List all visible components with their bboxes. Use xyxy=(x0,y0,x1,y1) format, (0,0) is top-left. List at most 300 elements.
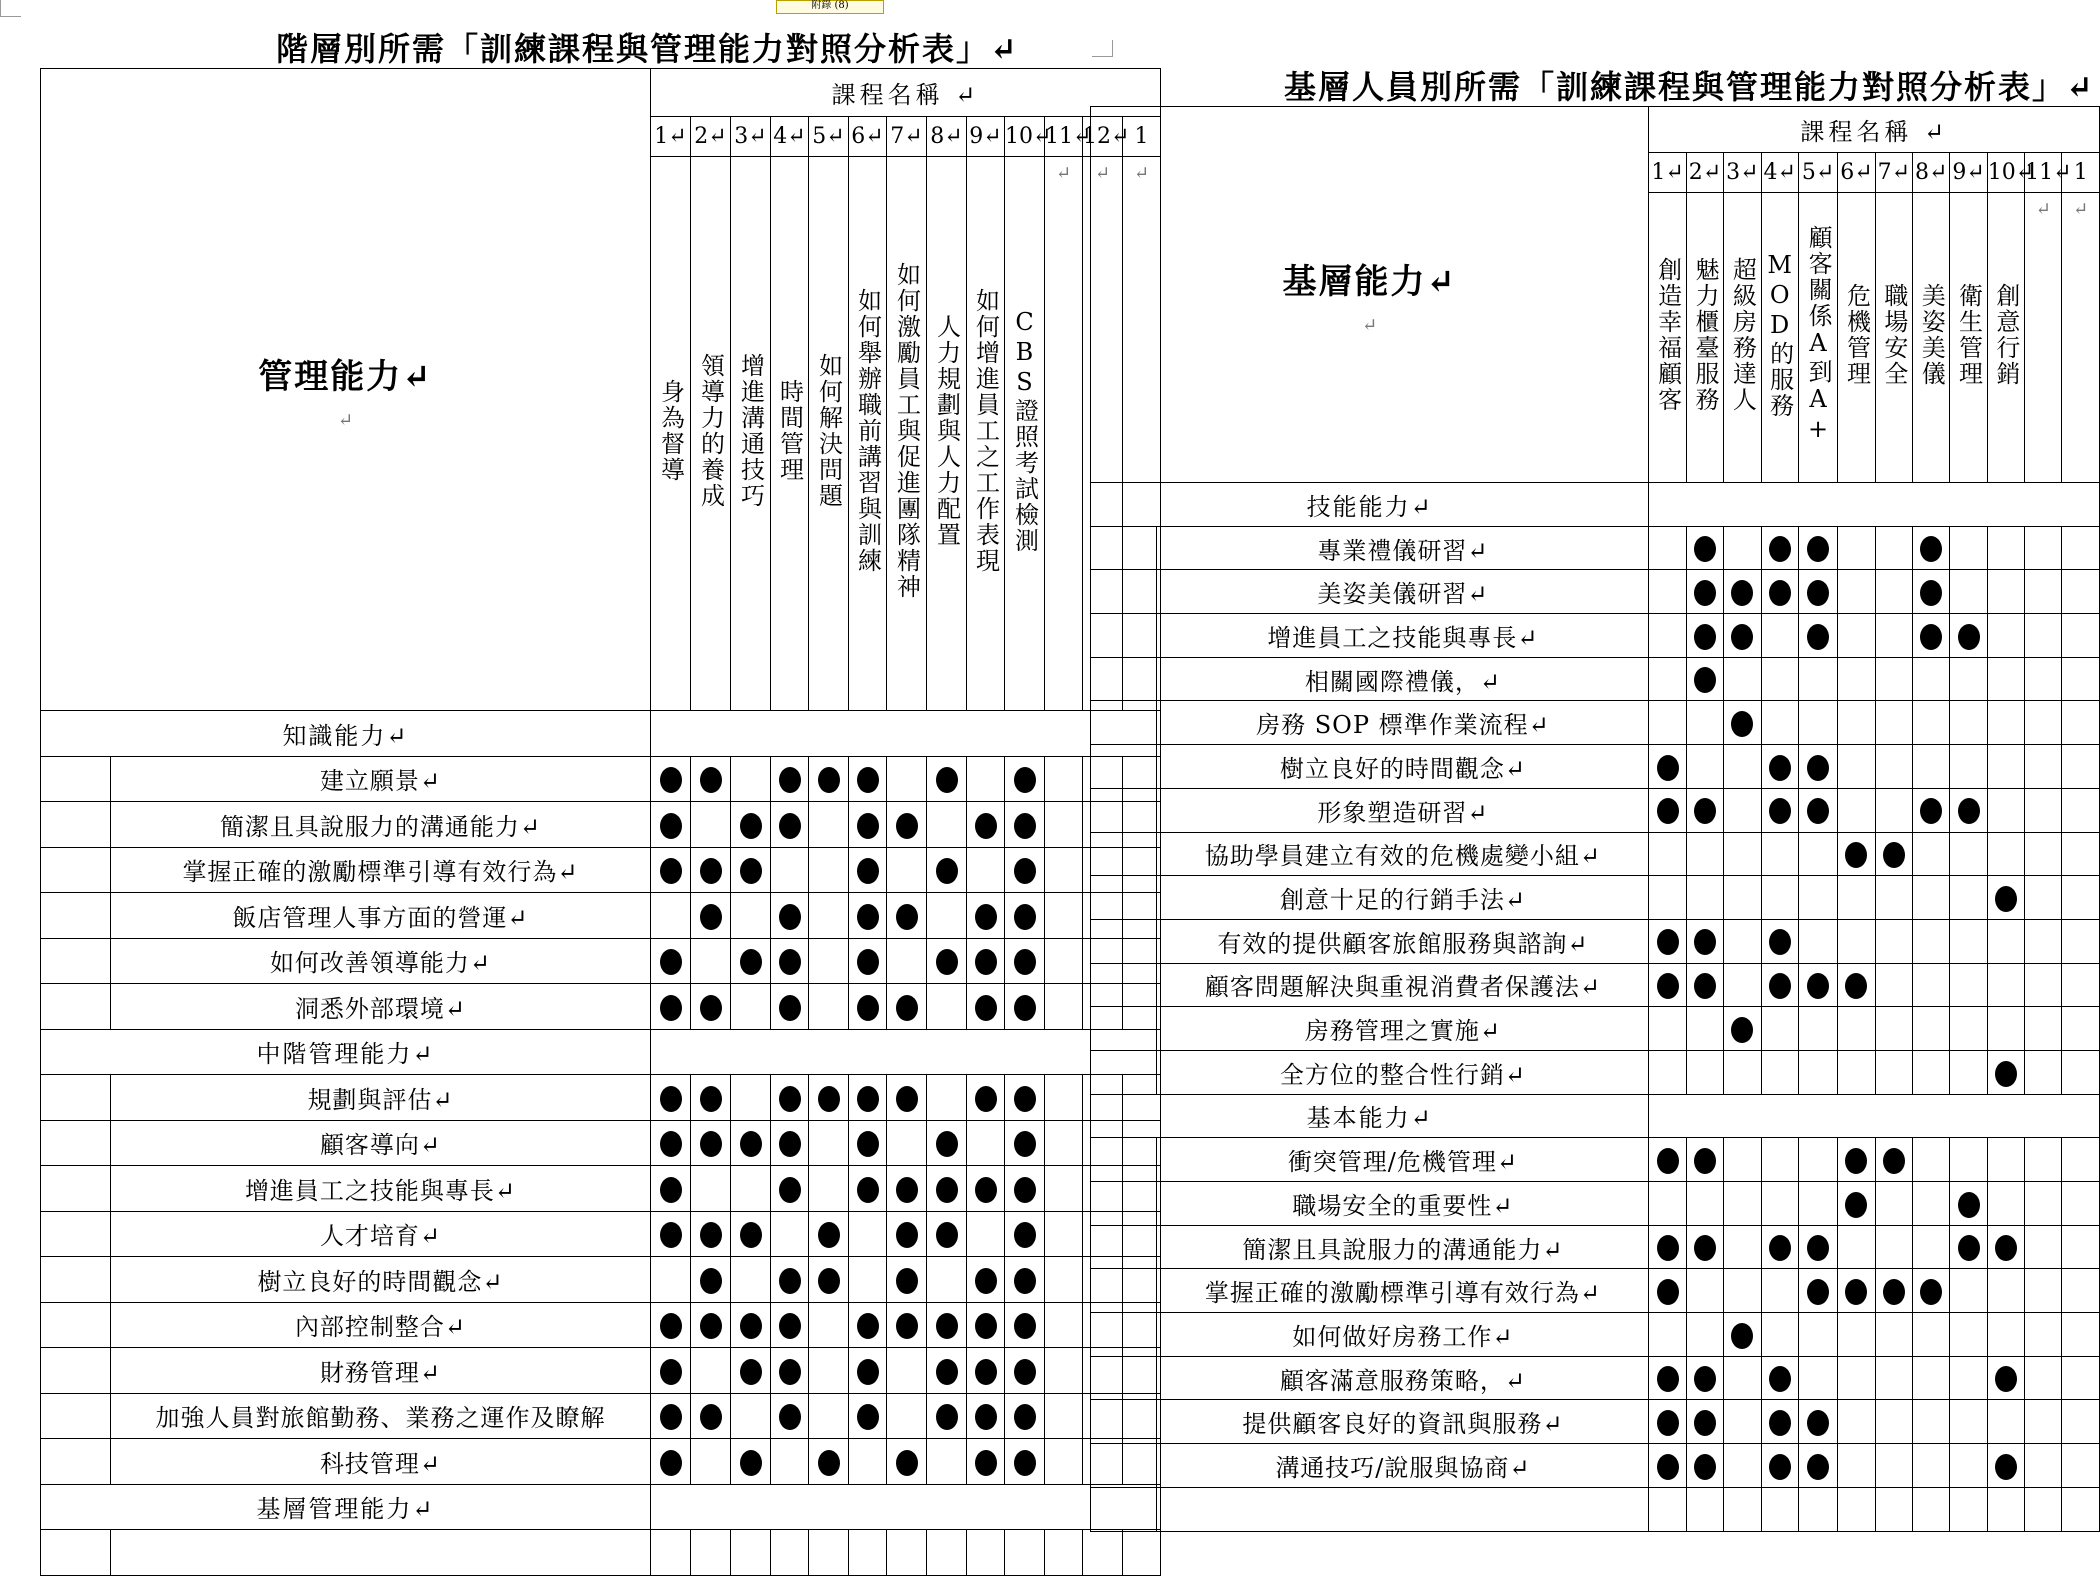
course-name: 如何解決問題 xyxy=(814,352,843,509)
course-name: 職場安全 xyxy=(1879,282,1908,387)
course-number: 4↵ xyxy=(771,117,809,157)
matrix-cell xyxy=(1987,788,2024,832)
matrix-cell xyxy=(1875,657,1912,701)
matrix-cell xyxy=(1987,1313,2024,1357)
section-row xyxy=(41,1029,1161,1075)
matrix-cell xyxy=(1724,745,1761,789)
matrix-cell xyxy=(1987,1050,2024,1094)
row-mark xyxy=(1091,1444,1157,1488)
matrix-cell xyxy=(1950,919,1987,963)
matrix-cell xyxy=(967,1166,1005,1212)
course-name-cell xyxy=(1649,193,1686,483)
course-name-cell xyxy=(1005,157,1045,711)
matrix-cell xyxy=(1686,1050,1723,1094)
table-row xyxy=(41,1166,1161,1212)
matrix-cell xyxy=(1649,1444,1686,1488)
matrix-cell xyxy=(1724,1444,1761,1488)
matrix-cell xyxy=(1724,1269,1761,1313)
section-mark xyxy=(1649,483,2100,527)
matrix-cell xyxy=(967,1302,1005,1348)
matrix-cell xyxy=(1913,963,1950,1007)
course-number: 3↵ xyxy=(1724,153,1761,193)
matrix-cell xyxy=(1005,938,1045,984)
filled-dot xyxy=(700,858,722,884)
matrix-cell xyxy=(1761,1225,1798,1269)
filled-dot xyxy=(1807,798,1829,824)
course-name-cell xyxy=(809,157,849,711)
row-header-cell xyxy=(1091,107,1649,483)
filled-dot xyxy=(975,1313,997,1339)
matrix-cell xyxy=(927,1439,967,1485)
matrix-cell xyxy=(1005,1075,1045,1121)
matrix-cell xyxy=(2062,876,2100,920)
matrix-cell xyxy=(1875,745,1912,789)
matrix-cell xyxy=(1005,802,1045,848)
matrix-cell xyxy=(1798,919,1837,963)
filled-dot xyxy=(1731,580,1753,606)
matrix-cell xyxy=(1724,1400,1761,1444)
row-mark xyxy=(1091,1400,1157,1444)
matrix-cell xyxy=(1005,1393,1045,1439)
row-label: 規劃與評估↵ xyxy=(111,1075,651,1121)
matrix-cell xyxy=(651,984,691,1030)
row-mark xyxy=(41,802,111,848)
course-number: 7↵ xyxy=(887,117,927,157)
row-label: 溝通技巧/說服與協商↵ xyxy=(1157,1444,1649,1488)
row-label: 人才培育↵ xyxy=(111,1211,651,1257)
matrix-cell xyxy=(1913,1313,1950,1357)
matrix-cell xyxy=(927,1348,967,1394)
matrix-cell xyxy=(2062,1356,2100,1400)
filled-dot xyxy=(1657,1366,1679,1392)
matrix-cell xyxy=(927,1166,967,1212)
matrix-cell xyxy=(1761,1182,1798,1226)
matrix-cell xyxy=(927,1393,967,1439)
matrix-cell xyxy=(691,1439,731,1485)
course-number: 11↵ xyxy=(1045,117,1083,157)
matrix-cell xyxy=(731,1120,771,1166)
table-row xyxy=(41,756,1161,802)
matrix-cell xyxy=(1686,788,1723,832)
row-mark xyxy=(41,1120,111,1166)
filled-dot xyxy=(660,995,682,1021)
filled-dot xyxy=(660,1450,682,1476)
matrix-cell xyxy=(2025,701,2062,745)
matrix-cell xyxy=(809,1166,849,1212)
matrix-cell xyxy=(2025,832,2062,876)
course-name: 領導力的養成 xyxy=(696,352,725,509)
course-number: 5↵ xyxy=(809,117,849,157)
course-name: 衛生管理 xyxy=(1954,282,1983,387)
matrix-cell xyxy=(1045,938,1083,984)
matrix-cell xyxy=(887,1211,927,1257)
filled-dot xyxy=(1694,929,1716,955)
filled-dot xyxy=(1014,904,1036,930)
matrix-cell xyxy=(2025,745,2062,789)
matrix-cell xyxy=(2025,1444,2062,1488)
matrix-cell xyxy=(1950,1269,1987,1313)
matrix-cell xyxy=(1686,526,1723,570)
matrix-cell xyxy=(927,893,967,939)
matrix-cell xyxy=(967,1530,1005,1576)
matrix-cell xyxy=(1761,1400,1798,1444)
matrix-cell xyxy=(2025,1400,2062,1444)
course-name: 危機管理 xyxy=(1842,282,1871,387)
row-mark xyxy=(1091,832,1157,876)
matrix-cell xyxy=(1724,1138,1761,1182)
row-label-empty xyxy=(1157,1487,1649,1531)
filled-dot xyxy=(1731,624,1753,650)
filled-dot xyxy=(660,1131,682,1157)
matrix-cell xyxy=(1724,1487,1761,1531)
row-label: 衝突管理/危機管理↵ xyxy=(1157,1138,1649,1182)
matrix-cell xyxy=(2025,570,2062,614)
matrix-cell xyxy=(1045,893,1083,939)
matrix-cell xyxy=(1950,1050,1987,1094)
course-number: 8↵ xyxy=(927,117,967,157)
matrix-cell xyxy=(1987,963,2024,1007)
matrix-cell xyxy=(927,1075,967,1121)
filled-dot xyxy=(1657,973,1679,999)
matrix-cell xyxy=(2062,1313,2100,1357)
course-name: 魅力櫃臺服務 xyxy=(1690,256,1719,413)
course-name-cell xyxy=(651,157,691,711)
matrix-cell xyxy=(1913,1050,1950,1094)
matrix-cell xyxy=(809,1302,849,1348)
filled-dot xyxy=(936,1222,958,1248)
matrix-cell xyxy=(1838,657,1875,701)
matrix-cell xyxy=(1875,1487,1912,1531)
matrix-cell xyxy=(691,1166,731,1212)
matrix-cell xyxy=(1045,1075,1083,1121)
course-name-cell xyxy=(2062,193,2100,483)
course-number: 6↵ xyxy=(849,117,887,157)
course-name: 創造幸福顧客 xyxy=(1653,256,1682,413)
filled-dot xyxy=(779,1177,801,1203)
matrix-cell xyxy=(1987,570,2024,614)
row-header-cell xyxy=(41,69,651,711)
filled-dot xyxy=(1807,624,1829,650)
section-mark xyxy=(651,1484,1161,1530)
filled-dot xyxy=(1807,1235,1829,1261)
matrix-cell xyxy=(1761,526,1798,570)
matrix-cell xyxy=(691,938,731,984)
matrix-cell xyxy=(809,1530,849,1576)
matrix-cell xyxy=(1913,1138,1950,1182)
filled-dot xyxy=(1014,1404,1036,1430)
row-label: 房務管理之實施↵ xyxy=(1157,1007,1649,1051)
table-row xyxy=(1091,1269,2100,1313)
matrix-cell xyxy=(731,1211,771,1257)
matrix-cell xyxy=(849,984,887,1030)
matrix-cell xyxy=(1838,1487,1875,1531)
matrix-cell xyxy=(771,893,809,939)
matrix-cell xyxy=(849,756,887,802)
matrix-cell xyxy=(1913,657,1950,701)
matrix-cell xyxy=(927,1257,967,1303)
matrix-cell xyxy=(1875,1050,1912,1094)
matrix-cell xyxy=(1950,1444,1987,1488)
row-label: 增進員工之技能與專長↵ xyxy=(111,1166,651,1212)
filled-dot xyxy=(857,995,879,1021)
table-row xyxy=(41,893,1161,939)
matrix-cell xyxy=(887,1166,927,1212)
course-name: 如何舉辦職前講習與訓練 xyxy=(853,287,882,574)
matrix-cell xyxy=(1045,802,1083,848)
matrix-cell xyxy=(691,1075,731,1121)
filled-dot xyxy=(740,858,762,884)
filled-dot xyxy=(1694,1366,1716,1392)
matrix-cell xyxy=(1838,614,1875,658)
matrix-cell xyxy=(1686,1400,1723,1444)
filled-dot xyxy=(857,1086,879,1112)
filled-dot xyxy=(1694,1148,1716,1174)
filled-dot xyxy=(779,1131,801,1157)
table-row xyxy=(1091,919,2100,963)
filled-dot xyxy=(896,995,918,1021)
matrix-cell xyxy=(1686,1182,1723,1226)
table-row xyxy=(1091,614,2100,658)
matrix-cell xyxy=(849,1120,887,1166)
table-row xyxy=(41,1075,1161,1121)
matrix-cell xyxy=(1875,614,1912,658)
matrix-cell xyxy=(731,1530,771,1576)
matrix-cell xyxy=(1798,876,1837,920)
matrix-cell xyxy=(1913,1269,1950,1313)
row-label: 財務管理↵ xyxy=(111,1348,651,1394)
matrix-cell xyxy=(1913,919,1950,963)
filled-dot xyxy=(700,1313,722,1339)
matrix-cell xyxy=(1838,1400,1875,1444)
matrix-cell xyxy=(849,1530,887,1576)
row-label: 樹立良好的時間觀念↵ xyxy=(111,1257,651,1303)
filled-dot xyxy=(896,1268,918,1294)
matrix-cell xyxy=(1838,745,1875,789)
filled-dot xyxy=(975,1268,997,1294)
filled-dot xyxy=(1958,1235,1980,1261)
matrix-cell xyxy=(1875,788,1912,832)
matrix-cell xyxy=(691,1257,731,1303)
matrix-cell xyxy=(927,984,967,1030)
matrix-cell xyxy=(1987,1138,2024,1182)
filled-dot xyxy=(1807,1454,1829,1480)
filled-dot xyxy=(700,1222,722,1248)
filled-dot xyxy=(1694,536,1716,562)
row-header-mark: ↵ xyxy=(1362,314,1378,336)
filled-dot xyxy=(1014,1268,1036,1294)
row-label: 全方位的整合性行銷↵ xyxy=(1157,1050,1649,1094)
matrix-cell xyxy=(927,1211,967,1257)
course-name-cell xyxy=(1686,193,1723,483)
matrix-cell xyxy=(1987,1225,2024,1269)
matrix-cell xyxy=(887,938,927,984)
matrix-cell xyxy=(2062,1182,2100,1226)
filled-dot xyxy=(779,813,801,839)
matrix-cell xyxy=(849,1348,887,1394)
filled-dot xyxy=(1014,1086,1036,1112)
matrix-cell xyxy=(1950,1007,1987,1051)
matrix-cell xyxy=(1875,1444,1912,1488)
matrix-cell xyxy=(1724,570,1761,614)
matrix-cell xyxy=(771,847,809,893)
matrix-cell xyxy=(771,1439,809,1485)
matrix-cell xyxy=(2025,1050,2062,1094)
filled-dot xyxy=(1883,1148,1905,1174)
filled-dot xyxy=(975,995,997,1021)
matrix-cell xyxy=(1838,1313,1875,1357)
course-name: 美姿美儀 xyxy=(1917,282,1946,387)
course-name: ↵ xyxy=(2073,199,2089,220)
page-corner-mark-left xyxy=(0,0,21,17)
matrix-cell xyxy=(1838,1444,1875,1488)
matrix-cell xyxy=(2062,657,2100,701)
table-row xyxy=(41,1257,1161,1303)
matrix-cell xyxy=(2062,1400,2100,1444)
filled-dot xyxy=(1731,1017,1753,1043)
right-grid xyxy=(1090,106,2100,1532)
matrix-cell xyxy=(1045,1166,1083,1212)
matrix-cell xyxy=(691,802,731,848)
filled-dot xyxy=(1014,1313,1036,1339)
filled-dot xyxy=(1995,1061,2017,1087)
table-row xyxy=(1091,657,2100,701)
matrix-cell xyxy=(2062,1050,2100,1094)
course-number: 12↵ xyxy=(1083,117,1123,157)
matrix-cell xyxy=(1649,1487,1686,1531)
matrix-cell xyxy=(2025,1138,2062,1182)
matrix-cell xyxy=(967,1211,1005,1257)
filled-dot xyxy=(779,767,801,793)
matrix-cell xyxy=(731,1439,771,1485)
filled-dot xyxy=(1807,755,1829,781)
matrix-cell xyxy=(1724,657,1761,701)
matrix-cell xyxy=(1045,1439,1083,1485)
table-row xyxy=(41,1120,1161,1166)
row-mark xyxy=(1091,701,1157,745)
matrix-cell xyxy=(887,1439,927,1485)
matrix-cell xyxy=(1686,1356,1723,1400)
matrix-cell xyxy=(1838,570,1875,614)
course-number: 1↵ xyxy=(1649,153,1686,193)
matrix-cell xyxy=(1686,919,1723,963)
row-mark xyxy=(41,984,111,1030)
matrix-cell xyxy=(651,847,691,893)
row-mark xyxy=(1091,1313,1157,1357)
filled-dot xyxy=(779,949,801,975)
row-label: 建立願景↵ xyxy=(111,756,651,802)
matrix-cell xyxy=(1798,1007,1837,1051)
course-number: 9↵ xyxy=(1950,153,1987,193)
row-label: 樹立良好的時間觀念↵ xyxy=(1157,745,1649,789)
table-row xyxy=(41,1439,1161,1485)
filled-dot xyxy=(740,1313,762,1339)
matrix-cell xyxy=(1724,614,1761,658)
row-mark-empty xyxy=(41,1530,111,1576)
matrix-cell xyxy=(1686,1269,1723,1313)
row-mark xyxy=(1091,570,1157,614)
row-label: 顧客滿意服務策略，↵ xyxy=(1157,1356,1649,1400)
matrix-cell xyxy=(2062,1444,2100,1488)
section-title: 基本能力↵ xyxy=(1091,1094,1649,1138)
matrix-cell xyxy=(1761,570,1798,614)
filled-dot xyxy=(1731,1323,1753,1349)
matrix-cell xyxy=(1875,1356,1912,1400)
table-row xyxy=(1091,745,2100,789)
matrix-cell xyxy=(1724,526,1761,570)
course-name-cell xyxy=(731,157,771,711)
matrix-cell xyxy=(1686,1487,1723,1531)
filled-dot xyxy=(740,1450,762,1476)
matrix-cell xyxy=(2025,526,2062,570)
filled-dot xyxy=(1657,1454,1679,1480)
matrix-cell xyxy=(771,1211,809,1257)
course-name-cell xyxy=(2025,193,2062,483)
matrix-cell xyxy=(1875,832,1912,876)
matrix-cell xyxy=(1913,1007,1950,1051)
matrix-cell xyxy=(1649,526,1686,570)
matrix-cell xyxy=(1649,614,1686,658)
matrix-cell xyxy=(1838,1269,1875,1313)
filled-dot xyxy=(779,904,801,930)
filled-dot xyxy=(936,949,958,975)
matrix-cell xyxy=(849,1075,887,1121)
filled-dot xyxy=(1014,995,1036,1021)
section-title: 技能能力↵ xyxy=(1091,483,1649,527)
matrix-cell xyxy=(809,893,849,939)
matrix-cell xyxy=(2025,614,2062,658)
filled-dot xyxy=(1845,1148,1867,1174)
filled-dot xyxy=(857,858,879,884)
matrix-cell xyxy=(809,1120,849,1166)
course-name: 增進溝通技巧 xyxy=(736,352,765,509)
row-label: 專業禮儀研習↵ xyxy=(1157,526,1649,570)
matrix-cell xyxy=(1649,570,1686,614)
matrix-cell xyxy=(1950,701,1987,745)
matrix-cell xyxy=(1045,1302,1083,1348)
matrix-cell xyxy=(1913,745,1950,789)
course-number: 6↵ xyxy=(1838,153,1875,193)
matrix-cell xyxy=(2025,1269,2062,1313)
filled-dot xyxy=(779,1268,801,1294)
row-mark xyxy=(1091,1138,1157,1182)
matrix-cell xyxy=(1686,876,1723,920)
matrix-cell xyxy=(967,847,1005,893)
filled-dot xyxy=(740,949,762,975)
matrix-cell xyxy=(1649,1400,1686,1444)
matrix-cell xyxy=(1686,570,1723,614)
row-mark xyxy=(41,1211,111,1257)
table-row xyxy=(41,802,1161,848)
row-mark xyxy=(1091,876,1157,920)
left-grid xyxy=(40,68,1161,1576)
matrix-cell xyxy=(967,1393,1005,1439)
row-label: 顧客導向↵ xyxy=(111,1120,651,1166)
matrix-cell xyxy=(849,1211,887,1257)
filled-dot xyxy=(896,1086,918,1112)
matrix-cell xyxy=(771,1302,809,1348)
course-name-cell xyxy=(1875,193,1912,483)
matrix-cell xyxy=(1045,1530,1083,1576)
matrix-cell xyxy=(691,1120,731,1166)
filled-dot xyxy=(857,813,879,839)
matrix-cell xyxy=(1913,832,1950,876)
matrix-cell xyxy=(1761,1269,1798,1313)
matrix-cell xyxy=(1724,963,1761,1007)
matrix-cell xyxy=(1875,919,1912,963)
matrix-cell xyxy=(1686,701,1723,745)
matrix-cell xyxy=(1686,1007,1723,1051)
row-mark xyxy=(1091,614,1157,658)
